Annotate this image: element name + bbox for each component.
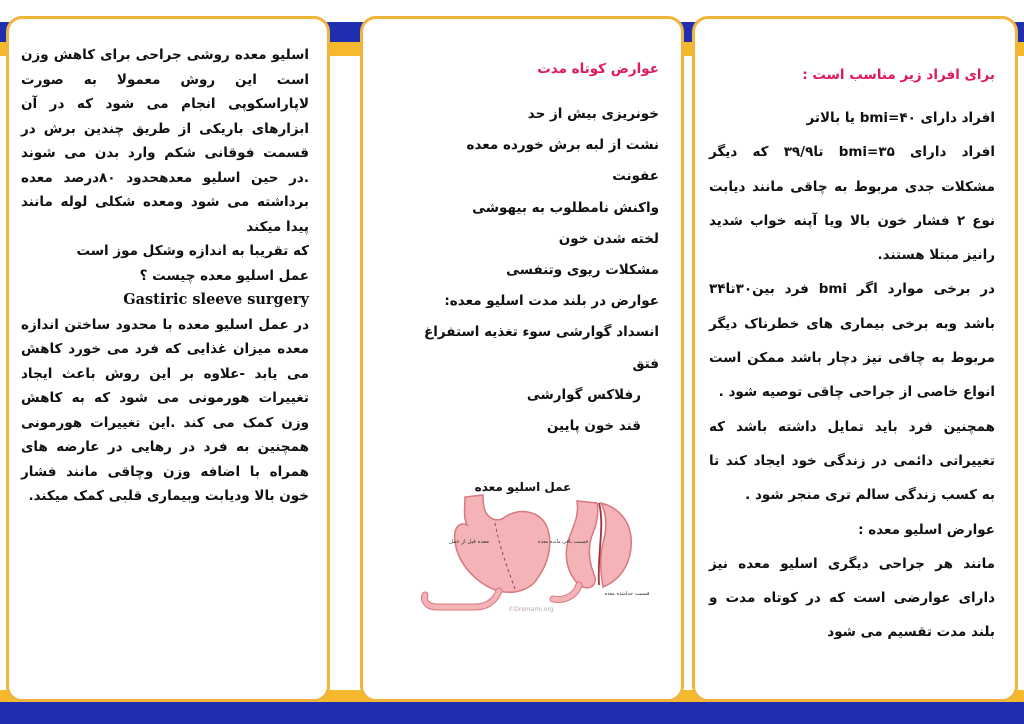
label-remaining-part: قسمت باقی مانده معده: [537, 539, 589, 545]
list-item: نشت از لبه برش خورده معده: [466, 137, 659, 154]
list-item: انسداد گوارشی سوء تغذیه استفراغ: [424, 324, 659, 341]
complications-intro: مانند هر جراحی دیگری اسلیو معده نیز دارای عوارضی است که در کوتاه مدت و بلند مدت تقسیم می شود: [709, 555, 995, 641]
suitable-for-title: برای افراد زیر مناسب است :: [802, 67, 995, 83]
criteria-bmi-40: افراد دارای bmi=۴۰ یا بالاتر: [806, 110, 995, 126]
list-item: مشکلات ریوی وتنفسی: [506, 262, 659, 279]
criteria-bmi-35: افراد دارای bmi=۳۵ تا۳۹/۹ که دیگر مشکلات جدی مربوط به چاقی مانند دیابت نوع ۲ فشار خون بالا ویا آپنه خواب شدید رانیز مبتلا هستند.: [709, 144, 995, 264]
lifestyle-paragraph: همچنین فرد باید تمایل داشته باشد که تغییراتی دائمی در زندگی خود ایجاد کند تا به کسب زندگی سالم تری منجر شود .: [709, 418, 995, 504]
left-panel: [6, 16, 330, 702]
middle-panel: [360, 16, 684, 702]
intro-paragraph: اسلیو معده روشی جراحی برای کاهش وزن است این روش معمولا به صورت لاپاراسکوپی انجام می شود که در آن ابزارهای باریکی از طریق چندین برش در قسمت فوقانی شکم وارد بدن می شوند .در حین اسلیو معدهحدود ۸۰درصد معده برداشته می شود ومعده شکلی لوله مانند پیدا میکند: [21, 47, 309, 235]
list-item: عفونت: [612, 168, 659, 185]
list-item: خونریزی بیش از حد: [527, 106, 659, 122]
list-item: عوارض در بلند مدت اسلیو معده:: [444, 293, 659, 310]
watermark: ©Dremami.org: [508, 606, 554, 613]
explanation-paragraph: در عمل اسلیو معده با محدود ساختن اندازه معده میزان غذایی که فرد می خورد کاهش می یابد -علاوه بر این روش باعث ایجاد تغییرات هورمونی می شود که به کاهش وزن کمک می کند .این تغییرات هورمونی همچنین به فرد در رهایی در عارضه های همراه با اضافه وزن وچاقی مانند فشار خون بالا ودیابت وبیماری قلبی کمک میکند.: [21, 316, 309, 504]
complications-heading: عوارض اسلیو معده :: [858, 521, 995, 538]
figure-title: عمل اسلیو معده: [474, 480, 572, 494]
right-panel: [692, 16, 1018, 702]
criteria-bmi-30: در برخی موارد اگر bmi فرد بین۳۰تا۳۴ باشد وبه برخی بیماری های خطرناک دیگر مربوط به چاقی نیز دچار باشد ممکن است انواع خاصی از جراحی چاقی توصیه شود .: [709, 281, 995, 401]
stomach-before-icon: [425, 495, 550, 607]
list-item: رفلاکس گوارشی: [526, 386, 641, 403]
bottom-blue-band: [0, 702, 1024, 724]
sleeve-surgery-illustration: [403, 467, 651, 617]
label-before-surgery: معده قبل از عمل: [449, 539, 489, 545]
stomach-diagram: [403, 467, 651, 617]
list-item: فتق: [632, 355, 659, 372]
question-heading: عمل اسلیو معده چیست ؟: [139, 267, 309, 284]
short-term-complications-title: عوارض کوتاه مدت: [537, 61, 659, 77]
right-panel-body: [709, 101, 995, 650]
english-term: Gastiric sleeve surgery: [123, 291, 309, 308]
list-item: قند خون پایین: [546, 418, 641, 435]
stomach-after-icon: [553, 501, 631, 599]
banana-shape-line: که تقریبا به اندازه وشکل موز است: [76, 243, 309, 259]
complications-list: [379, 99, 659, 442]
list-item: لخته شدن خون: [558, 230, 659, 247]
list-item: واکنش نامطلوب به بیهوشی: [472, 199, 659, 216]
label-removed-part: قسمت جداشده معده: [604, 591, 650, 597]
left-panel-body: [21, 43, 309, 509]
